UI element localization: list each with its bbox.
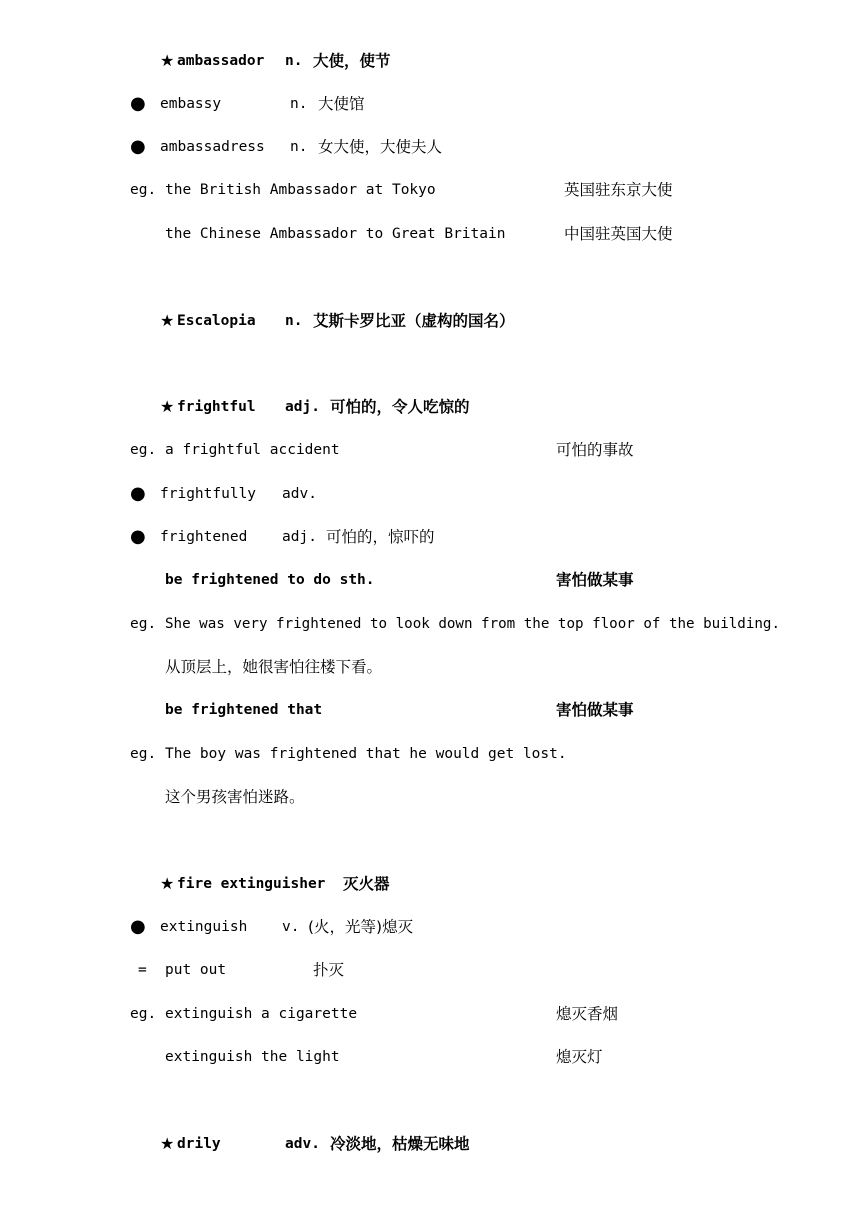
example-translation: 可怕的事故: [556, 441, 634, 459]
example-marker: eg.: [130, 1006, 157, 1022]
example-marker: eg.: [130, 746, 157, 762]
part-of-speech: adj.: [282, 529, 317, 545]
word-meaning: 大使馆: [318, 95, 365, 113]
example-english: a frightful accident: [165, 442, 340, 458]
headword: fire extinguisher: [177, 876, 326, 892]
derived-word: embassy: [160, 96, 222, 112]
synonym-meaning: 扑灭: [313, 961, 345, 979]
word-meaning: 可怕的，惊吓的: [326, 528, 435, 546]
bullet-icon: ●: [130, 93, 146, 114]
example-english: the British Ambassador at Tokyo: [165, 182, 436, 198]
word-meaning: 女大使，大使夫人: [318, 138, 443, 156]
headword: frightful: [177, 399, 256, 415]
headword: drily: [177, 1136, 221, 1152]
example-english: She was very frightened to look down from the top floor of the building.: [165, 616, 780, 632]
headword: ambassador: [177, 53, 265, 69]
part-of-speech: n.: [285, 53, 303, 69]
bullet-icon: ●: [130, 526, 146, 547]
example-english: extinguish a cigarette: [165, 1006, 358, 1022]
equals-marker: =: [138, 962, 147, 978]
part-of-speech: n.: [290, 96, 308, 112]
example-translation: 熄灭香烟: [556, 1005, 619, 1023]
star-icon: ★: [160, 311, 175, 330]
derived-word: ambassadress: [160, 139, 265, 155]
phrase: be frightened to do sth.: [165, 572, 375, 588]
bullet-icon: ●: [130, 916, 146, 937]
phrase-meaning: 害怕做某事: [556, 571, 634, 589]
bullet-icon: ●: [130, 483, 146, 504]
part-of-speech: adv.: [282, 486, 317, 502]
headword-meaning: 大使，使节: [313, 52, 391, 70]
star-icon: ★: [160, 51, 175, 70]
headword: Escalopia: [177, 313, 256, 329]
example-english: the Chinese Ambassador to Great Britain: [165, 226, 506, 242]
example-marker: eg.: [130, 442, 157, 458]
headword-meaning: 可怕的，令人吃惊的: [330, 398, 470, 416]
example-english: extinguish the light: [165, 1049, 340, 1065]
part-of-speech: adv.: [285, 1136, 320, 1152]
phrase-meaning: 害怕做某事: [556, 701, 634, 719]
example-marker: eg.: [130, 182, 157, 198]
part-of-speech: n.: [290, 139, 308, 155]
derived-word: frightened: [160, 529, 248, 545]
example-translation: 中国驻英国大使: [564, 225, 673, 243]
star-icon: ★: [160, 1134, 175, 1153]
part-of-speech: adj.: [285, 399, 320, 415]
derived-word: frightfully: [160, 486, 257, 502]
part-of-speech: n.: [285, 313, 303, 329]
derived-word: extinguish: [160, 919, 248, 935]
example-translation: 熄灭灯: [556, 1048, 603, 1066]
star-icon: ★: [160, 397, 175, 416]
example-translation: 从顶层上，她很害怕往楼下看。: [165, 658, 383, 676]
part-of-speech: v.: [282, 919, 300, 935]
star-icon: ★: [160, 874, 175, 893]
headword-meaning: 艾斯卡罗比亚（虚构的国名）: [313, 312, 515, 330]
word-meaning: (火，光等)熄灭: [308, 918, 414, 936]
example-translation: 英国驻东京大使: [564, 181, 673, 199]
bullet-icon: ●: [130, 136, 146, 157]
headword-meaning: 冷淡地，枯燥无味地: [330, 1135, 470, 1153]
synonym: put out: [165, 962, 227, 978]
example-english: The boy was frightened that he would get lost.: [165, 746, 567, 762]
headword-meaning: 灭火器: [343, 875, 390, 893]
example-translation: 这个男孩害怕迷路。: [165, 788, 305, 806]
example-marker: eg.: [130, 616, 157, 632]
phrase: be frightened that: [165, 702, 323, 718]
